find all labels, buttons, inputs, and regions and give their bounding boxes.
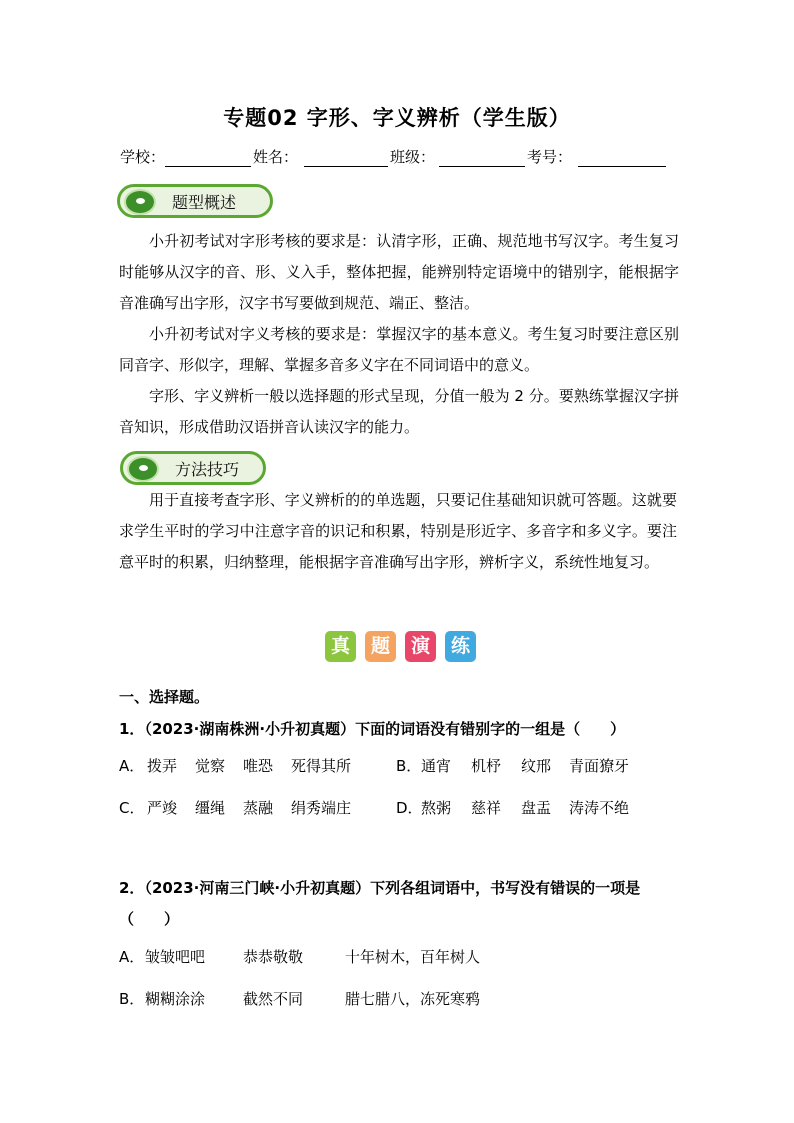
option-word: 截然不同 (243, 990, 304, 1008)
option-word: 缰绳 (195, 799, 226, 817)
option-word: 死得其所 (291, 757, 352, 775)
methods-text (119, 485, 677, 578)
banner-label: 题型概述 (172, 193, 237, 212)
option-word: 觉察 (195, 757, 226, 775)
question-option[interactable] (119, 988, 480, 1009)
question-text: 下面的词语没有错别字的一组是（ ） (355, 720, 626, 738)
speech-bubble-icon (127, 456, 159, 482)
question-source: （2023·河南三门峡·小升初真题） (144, 879, 371, 897)
class-blank[interactable] (439, 151, 525, 167)
speech-bubble-icon (124, 189, 156, 215)
overview-paragraph: 小升初考试对字形考核的要求是：认清字形，正确、规范地书写汉字。考生复习时能够从汉字的音、形、义入手，整体把握，能辨别特定语境中的错别字，能根据字音准确写出字形，汉字书写要做到规范、端正、整洁。 (119, 232, 679, 312)
question-option[interactable] (119, 797, 351, 818)
option-word: 纹邢 (521, 757, 552, 775)
overview-paragraph: 小升初考试对字义考核的要求是：掌握汉字的基本意义。考生复习时要注意区别同音字、形似字，理解、掌握多音多义字在不同词语中的意义。 (119, 325, 679, 374)
option-word: 拨弄 (147, 757, 178, 775)
exam-no-label: 考号： (527, 148, 573, 166)
school-blank[interactable] (165, 151, 251, 167)
option-word: 严竣 (147, 799, 178, 817)
question-option[interactable] (119, 755, 351, 776)
answer-parentheses[interactable]: （ ） (119, 910, 180, 928)
speech-bubble-tail-icon (149, 470, 155, 478)
option-label: D． (396, 799, 423, 817)
question-number: 1． (119, 720, 145, 738)
option-word: 熬粥 (421, 799, 452, 817)
section-banner-methods (120, 451, 266, 485)
speech-bubble-tail-icon (146, 203, 152, 211)
overview-paragraph: 字形、字义辨析一般以选择题的形式呈现，分值一般为 2 分。要熟练掌握汉字拼音知识，形成借助汉语拼音认读汉字的能力。 (119, 387, 679, 436)
overview-text (119, 226, 679, 443)
question-option[interactable] (396, 797, 629, 818)
question-option[interactable] (119, 946, 480, 967)
section-heading: 一、选择题。 (119, 688, 210, 706)
section-banner-overview (117, 184, 273, 218)
banner-label: 方法技巧 (175, 460, 240, 479)
school-label: 学校： (120, 148, 166, 166)
practice-tile: 题 (365, 631, 396, 662)
name-blank[interactable] (304, 151, 388, 167)
option-label: A． (119, 948, 145, 966)
option-word: 通宵 (421, 757, 452, 775)
name-label: 姓名： (253, 148, 299, 166)
document-title: 专题02 字形、字义辨析（学生版） (223, 106, 571, 130)
practice-tile: 演 (405, 631, 436, 662)
option-word: 腊七腊八，冻死寒鸦 (345, 990, 481, 1008)
option-word: 糊糊涂涂 (145, 990, 206, 1008)
option-word: 盘盂 (521, 799, 552, 817)
question-option[interactable] (396, 755, 629, 776)
option-word: 绢秀端庄 (291, 799, 352, 817)
option-word: 唯恐 (243, 757, 274, 775)
option-word: 皱皱吧吧 (145, 948, 206, 966)
question-number: 2． (119, 879, 145, 897)
question-stem (119, 877, 640, 898)
question-text: 下列各组词语中，书写没有错误的一项是 (370, 879, 641, 897)
class-label: 班级： (390, 148, 436, 166)
methods-paragraph: 用于直接考查字形、字义辨析的的单选题，只要记住基础知识就可答题。这就要求学生平时的学习中注意字音的识记和积累，特别是形近字、多音字和多义字。要注意平时的积累，归纳整理，能根据字音准确写出字形，辨析字义，系统性地复习。 (119, 491, 677, 571)
option-label: B． (119, 990, 145, 1008)
practice-tile: 练 (445, 631, 476, 662)
option-word: 恭恭敬敬 (243, 948, 304, 966)
option-label: B． (396, 757, 422, 775)
option-label: A． (119, 757, 145, 775)
option-word: 慈祥 (471, 799, 502, 817)
student-info-line (120, 146, 668, 167)
question-stem (119, 718, 625, 739)
option-word: 十年树木，百年树人 (345, 948, 481, 966)
option-word: 蒸融 (243, 799, 274, 817)
practice-tile: 真 (325, 631, 356, 662)
option-label: C． (119, 799, 145, 817)
option-word: 机杼 (471, 757, 502, 775)
question-source: （2023·湖南株洲·小升初真题） (144, 720, 356, 738)
option-word: 涛涛不绝 (569, 799, 630, 817)
option-word: 青面獠牙 (569, 757, 630, 775)
exam-no-blank[interactable] (578, 151, 666, 167)
